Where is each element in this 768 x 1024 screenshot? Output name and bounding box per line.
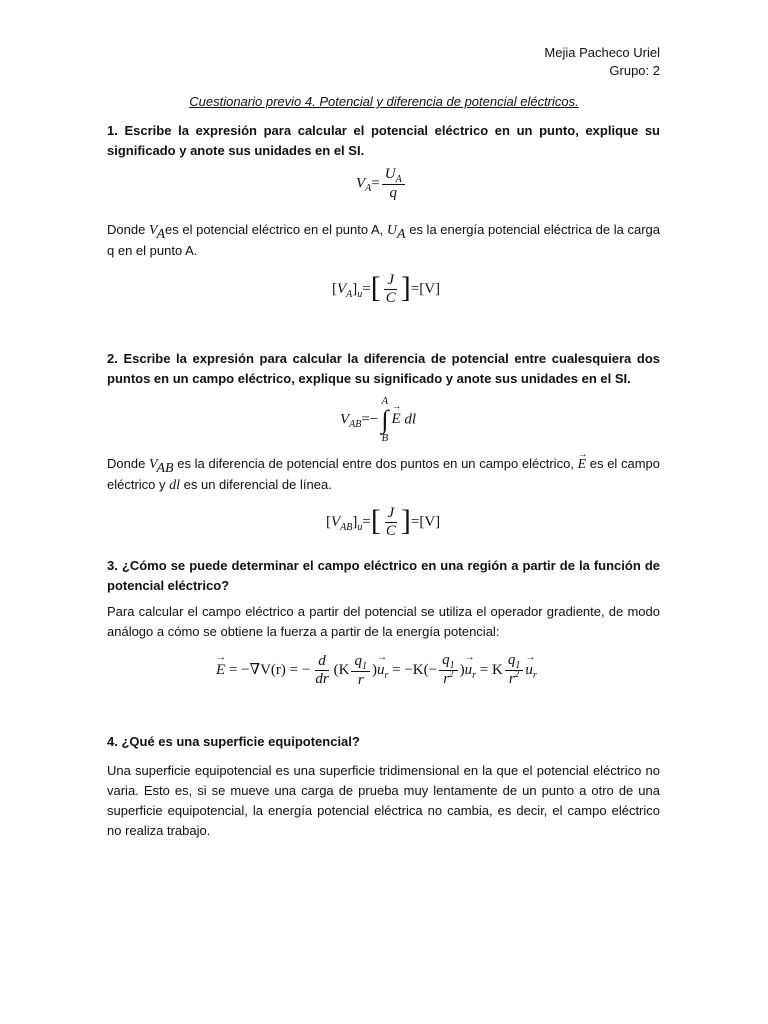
question-3: 3. ¿Cómo se puede determinar el campo eléctrico en una región a partir de la función de potencial eléctrico?: [107, 558, 660, 593]
group-label: Grupo: 2: [609, 63, 660, 78]
author-name: Mejia Pacheco Uriel: [544, 45, 660, 60]
document-title: Cuestionario previo 4. Potencial y diferencia de potencial eléctricos.: [189, 94, 579, 109]
question-2: 2. Escribe la expresión para calcular la diferencia de potencial entre cualesquiera dos puntos en un campo eléctrico, explique su significado y anote sus unidades en el SI.: [107, 351, 660, 386]
equation-potential: $V_A=$ $\frac{U_A}{q}$: [356, 166, 407, 202]
author-header: [544, 44, 660, 80]
equation-potential-difference: $V_{AB}=-$ A ∫ B → E dl: [340, 396, 416, 444]
answer-3: Para calcular el campo eléctrico a partir del potencial se utiliza el operador gradiente, de modo análogo a cómo se obtiene la fuerza a partir de la energía potencial:: [107, 604, 660, 639]
question-1: 1. Escribe la expresión para calcular el potencial eléctrico en un punto, explique su significado y anote sus unidades en el SI.: [107, 123, 660, 158]
units-equation-2: $[V_{AB}]_u=$[ $\frac{J}{C}$ ]=[V]: [326, 503, 441, 539]
equation-gradient: → E = −∇V(r) = − $\frac{d}{dr}$ (K $\frac{q_1}{r}$ )→ $u_r = -K(-$ $\frac{q_1}{r^2}$ )→ $u_r = K$ $\frac{q_1}{r^2}$ → $u_r$: [216, 652, 537, 689]
answer-4: Una superficie equipotencial es una superficie tridimensional en la que el potencial eléctrico no varia. Esto es, si se mueve una carga de prueba muy lentamente de un punto a otro de una superficie equipotencial, la energía potencial eléctrica no cambia, es decir, el campo eléctrico no realiza trabajo.: [107, 763, 660, 838]
explanation-2: Donde VAB es la diferencia de potencial entre dos puntos en un campo eléctrico, → E es el campo eléctrico y dl es un diferencial de línea.: [107, 454, 660, 496]
explanation-1: Donde VAes el potencial eléctrico en el punto A, UA es la energía potencial eléctrica de la carga q en el punto A.: [107, 222, 660, 258]
units-equation-1: $[V_A]_u=$[ $\frac{J}{C}$ ]=[V]: [332, 270, 441, 306]
question-4: 4. ¿Qué es una superficie equipotencial?: [107, 734, 360, 749]
